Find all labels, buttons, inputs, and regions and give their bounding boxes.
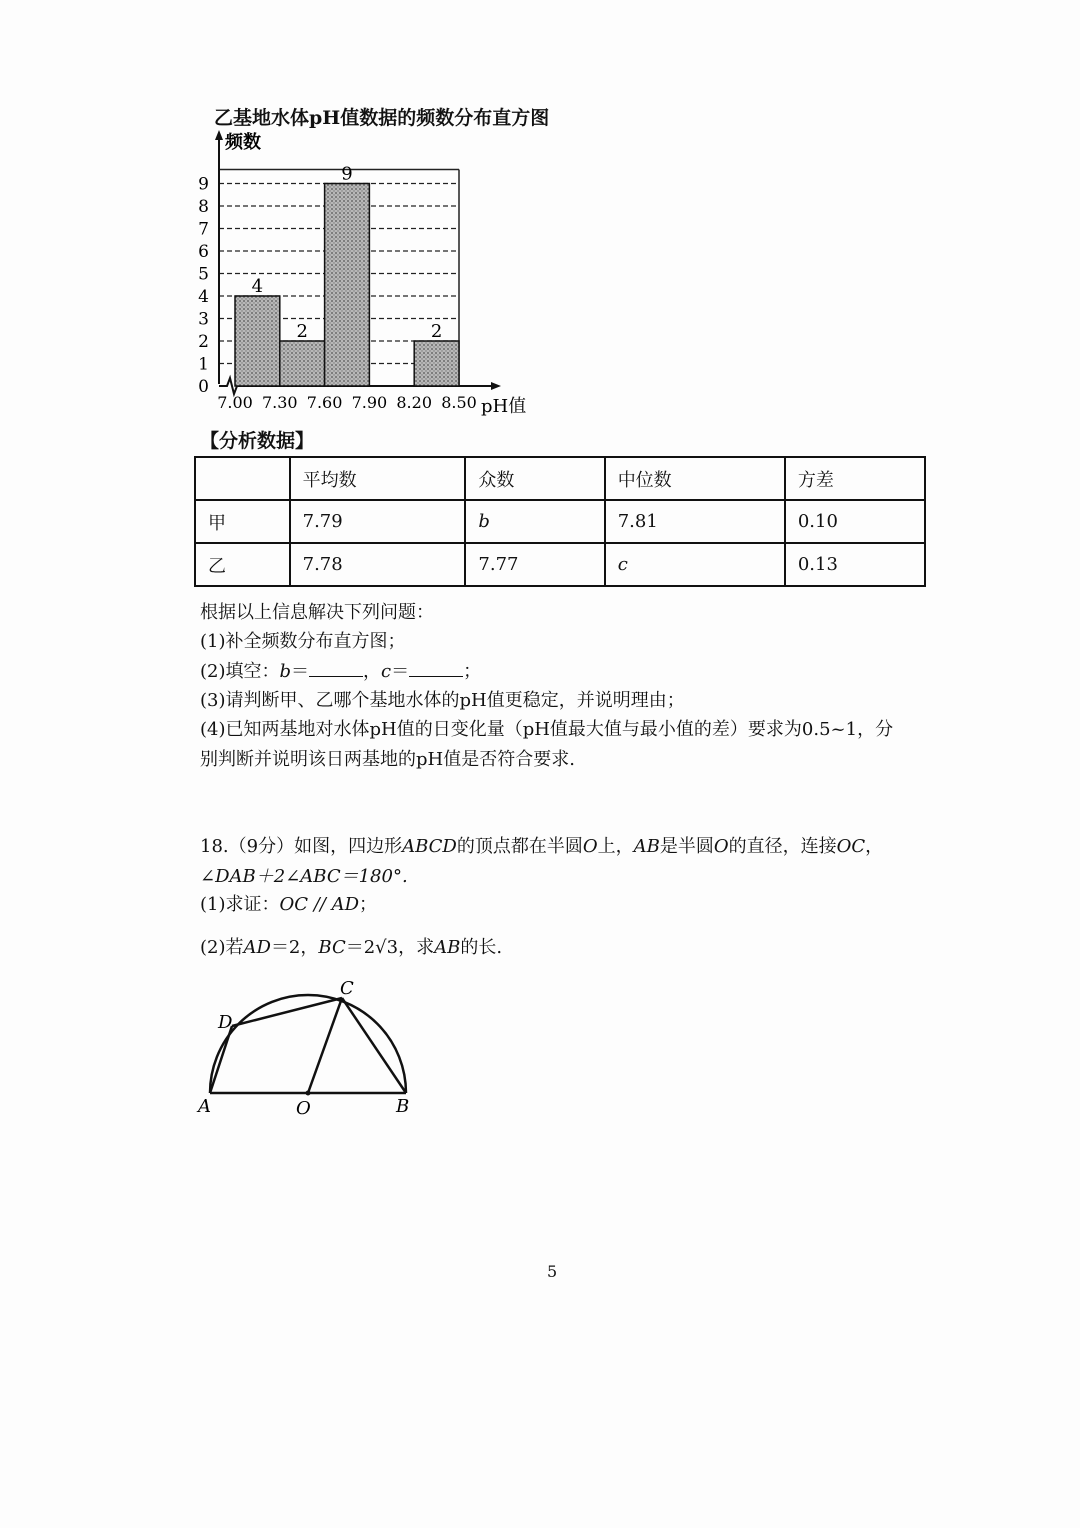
table-cell: 7.78 (290, 543, 466, 586)
label-c: C (340, 978, 354, 999)
bar-4 (414, 341, 459, 386)
q18-line2: ∠DAB＋2∠ABC＝180°. (200, 866, 408, 887)
table-header-cell (195, 457, 290, 500)
y-axis-label: 频数 (225, 132, 261, 153)
blank-b[interactable] (309, 662, 363, 677)
histogram-chart (195, 128, 535, 418)
table-cell: 0.10 (785, 500, 925, 543)
label-o: O (296, 1098, 311, 1119)
y-tick-label: 2 (198, 332, 209, 352)
table-cell: 乙 (195, 543, 290, 586)
table-header-cell: 众数 (465, 457, 604, 500)
y-tick-label: 4 (198, 287, 209, 307)
table-header-cell: 平均数 (290, 457, 466, 500)
q17-part3: (3)请判断甲、乙哪个基地水体的pH值更稳定，并说明理由； (200, 690, 685, 711)
q17-part4-line2: 别判断并说明该日两基地的pH值是否符合要求. (200, 749, 575, 770)
q18-part2: (2)若AD＝2，BC＝2√3，求AB的长. (200, 937, 503, 958)
q18-line1: 18.（9分）如图，四边形ABCD的顶点都在半圆O上，AB是半圆O的直径，连接OC， (200, 836, 884, 857)
segment-cb (342, 998, 406, 1093)
q17-intro: 根据以上信息解决下列问题： (200, 602, 434, 623)
table-cell: 7.81 (605, 500, 785, 543)
segment-dc (232, 998, 342, 1026)
chart-title: 乙基地水体pH值数据的频数分布直方图 (214, 107, 550, 129)
y-tick-label: 1 (198, 354, 209, 375)
y-tick-label: 0 (198, 377, 209, 397)
table-row (195, 500, 925, 543)
table-cell: 0.13 (785, 543, 925, 586)
point-o (306, 1091, 311, 1096)
y-tick-label: 6 (198, 242, 209, 262)
y-tick-label: 5 (198, 264, 209, 285)
bar-label-2: 9 (341, 163, 353, 185)
bar-0 (235, 296, 280, 386)
bar-label-0: 4 (251, 276, 264, 297)
blank-c[interactable] (409, 662, 463, 677)
bar-1 (280, 341, 325, 386)
q17-part4-line1: (4)已知两基地对水体pH值的日变化量（pH值最大值与最小值的差）要求为0.5~1，分 (200, 719, 894, 740)
analysis-heading: 【分析数据】 (200, 430, 315, 452)
y-tick-label: 7 (198, 219, 209, 240)
table-cell: b (465, 500, 604, 543)
label-a: A (198, 1096, 211, 1117)
y-axis-arrow (215, 130, 223, 140)
x-tick-label: 7.30 (261, 393, 298, 412)
x-tick-label: 7.90 (351, 393, 388, 412)
table-header-cell: 方差 (785, 457, 925, 500)
table-cell: c (605, 543, 785, 586)
label-b: B (396, 1096, 410, 1117)
segment-ad (210, 1026, 232, 1093)
q18-part1: (1)求证：OC // AD； (200, 894, 378, 915)
x-axis-label: pH值 (481, 396, 527, 417)
y-tick-label: 9 (198, 174, 209, 195)
label-d: D (218, 1012, 233, 1033)
y-tick-label: 8 (198, 197, 209, 217)
table-cell: 7.77 (465, 543, 604, 586)
table-header-cell: 中位数 (605, 457, 785, 500)
y-tick-label: 3 (198, 309, 209, 330)
table-cell: 甲 (195, 500, 290, 543)
q17-part1: (1)补全频数分布直方图； (200, 631, 406, 652)
analysis-table (194, 456, 926, 587)
bar-2 (325, 184, 370, 387)
table-cell: 7.79 (290, 500, 466, 543)
x-tick-label: 8.20 (396, 393, 433, 412)
table-header-row (195, 457, 925, 500)
x-tick-label: 7.60 (306, 393, 343, 412)
x-tick-label: 8.50 (441, 393, 477, 412)
page-number: 5 (547, 1262, 558, 1281)
x-tick-label: 7.00 (217, 393, 253, 412)
semicircle-figure (190, 970, 420, 1120)
table-row (195, 543, 925, 586)
q17-part2: (2)填空：b＝ ，c＝ ； (200, 661, 482, 682)
bar-label-1: 2 (296, 321, 308, 342)
segment-oc (308, 998, 342, 1093)
semicircle-arc (210, 995, 406, 1093)
x-axis-arrow (491, 382, 501, 390)
bar-label-4: 2 (430, 321, 443, 342)
